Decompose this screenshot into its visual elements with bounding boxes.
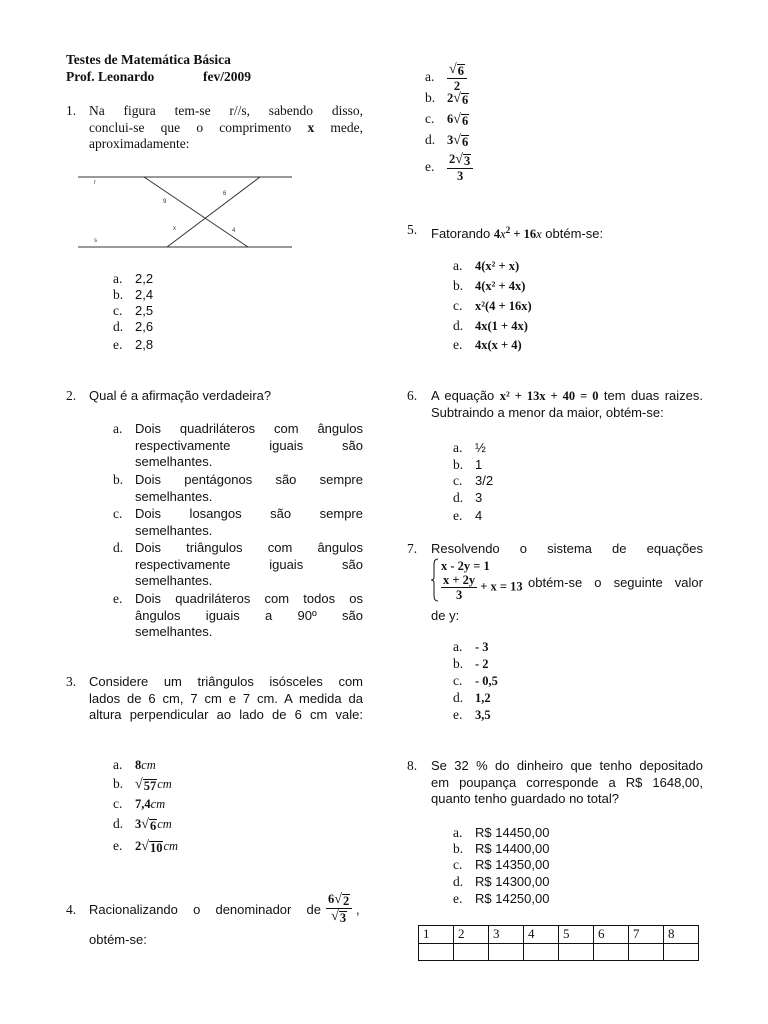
q2-option-a[interactable]: a. [113,421,123,436]
q1-option-b[interactable]: b. 2,4 [113,287,154,302]
answer-grid-input-row [419,943,699,960]
q5-option-d[interactable]: d. 4x(1 + 4x) [453,318,528,333]
answer-grid-header-row [419,926,699,944]
answer-cell-1[interactable] [419,943,454,960]
answer-grid-header-cell: 3 [489,926,524,944]
q2-option-d-text: Dois triângulos com ângulos respectivamente iguais são semelhantes. [135,540,363,588]
q7-number: 7. [407,541,418,556]
q3-option-d[interactable]: d. 3 √ 6 cm [113,816,172,833]
answer-grid-header-cell: 1 [419,926,454,944]
q1-var-x: x [307,119,315,135]
q2-text: Qual é a afirmação verdadeira? [89,388,272,403]
q4-line2: obtém-se: [89,932,147,947]
q7-option-e[interactable]: e. 3,5 [453,707,491,722]
q8-option-b[interactable]: b. R$ 14400,00 [453,841,550,856]
q8-option-a[interactable]: a. R$ 14450,00 [453,825,550,840]
q1-option-a[interactable]: a. 2,2 [113,271,154,286]
q2-option-d[interactable]: d. [113,540,124,555]
q3-option-b[interactable]: b. √ 57 cm [113,776,172,793]
q2-option-e[interactable]: e. [113,591,123,606]
q2-option-c-text: Dois losangos são sempre semelhantes. [135,506,363,538]
q5-number: 5. [407,222,418,237]
answer-grid-header-cell: 7 [629,926,664,944]
q7-line1: Resolvendo o sistema de equações [431,541,703,556]
q2-option-b-text: Dois pentágonos são sempre semelhantes. [135,472,363,504]
q3-option-e[interactable]: e. 2 √ 10 cm [113,838,179,855]
q7-option-c[interactable]: c. - 0,5 [453,673,498,688]
doc-author: Prof. Leonardo [66,69,155,84]
q1-line3: aproximadamente: [89,136,190,151]
q6-number: 6. [407,388,418,403]
q1-option-e[interactable]: e. 2,8 [113,337,154,352]
q8-text: Se 32 % do dinheiro que tenho depositado em poupança corresponde a R$ 1648,00, quanto tenho guardado no total? [431,758,703,806]
answer-cell-7[interactable] [629,943,664,960]
q4-option-a[interactable]: a. √ 6 2 [425,62,467,93]
q7-line2: obtém-se o seguinte valor [528,575,703,590]
q5-text: Fatorando $4x^2 + 16x$ obtém-se: [431,225,604,242]
q6-option-e[interactable]: e. 4 [453,508,483,523]
q1-label-x: x [173,226,176,232]
answer-cell-8[interactable] [664,943,699,960]
q6-option-a[interactable]: a. ½ [453,440,486,455]
q2-number: 2. [66,388,77,403]
q1-number: 1. [66,103,77,118]
q8-number: 8. [407,758,418,773]
answer-grid-header-cell: 8 [664,926,699,944]
q7-eq2: $\frac{x + 2y}{3}$ + x = 13 [443,573,523,602]
q3-option-c[interactable]: c. 7,4cm [113,796,166,811]
answer-cell-3[interactable] [489,943,524,960]
q4-fraction: 6 √ 2 √ 3 [326,892,352,925]
q6-option-d[interactable]: d. 3 [453,490,483,505]
answer-cell-2[interactable] [454,943,489,960]
q1-label-4: 4 [232,228,236,234]
q1-option-c[interactable]: c. 2,5 [113,303,154,318]
answer-cell-4[interactable] [524,943,559,960]
q5-option-c[interactable]: c. x²(4 + 16x) [453,298,532,313]
q4-option-c[interactable]: c. 6 √ 6 [425,111,469,128]
answer-cell-6[interactable] [594,943,629,960]
q7-system-brace [431,558,439,602]
doc-date: fev/2009 [203,69,251,84]
q8-option-d[interactable]: d. R$ 14300,00 [453,874,550,889]
q4-option-e[interactable]: e. 2 √ 3 3 [425,152,473,183]
q1-figure [78,168,296,252]
q1-line1: Na figura tem-se r//s, sabendo disso, [89,103,363,118]
q3-text: Considere um triângulos isósceles com lados de 6 cm, 7 cm e 7 cm. A medida da altura perpendicular ao lado de 6 cm vale: [89,674,363,722]
q4-number: 4. [66,902,77,917]
q6-text: A equação x² + 13x + 40 = 0 tem duas raizes. Subtraindo a menor da maior, obtém-se: [431,388,703,420]
q1-label-6: 6 [223,191,227,197]
q6-option-b[interactable]: b. 1 [453,457,483,472]
q5-option-e[interactable]: e. 4x(x + 4) [453,337,522,352]
q2-option-c[interactable]: c. [113,506,123,521]
q4-comma: , [356,902,360,917]
q8-option-c[interactable]: c. R$ 14350,00 [453,857,550,872]
answer-grid-header-cell: 2 [454,926,489,944]
q8-option-e[interactable]: e. R$ 14250,00 [453,891,550,906]
q4-line1: Racionalizando o denominador de [89,902,321,917]
q5-option-a[interactable]: a. 4(x² + x) [453,258,520,273]
q1-line2: conclui-se que o comprimento x mede, [89,119,364,135]
q7-eq1: x - 2y = 1 [441,559,490,573]
q1-option-d[interactable]: d. 2,6 [113,319,154,334]
q1-text [89,103,363,153]
q7-option-a[interactable]: a. - 3 [453,639,489,654]
q2-option-e-text: Dois quadriláteros com todos os ângulos iguais a 90º são semelhantes. [135,591,363,639]
q1-label-9: 9 [163,199,167,205]
q7-option-d[interactable]: d. 1,2 [453,690,491,705]
q2-option-b[interactable]: b. [113,472,124,487]
doc-title: Testes de Matemática Básica [66,52,231,67]
q1-label-s: s [94,238,97,244]
q6-option-c[interactable]: c. 3/2 [453,473,494,488]
q4-option-d[interactable]: d. 3 √ 6 [425,132,469,149]
answer-grid [418,925,699,961]
q1-label-r: r [94,180,96,186]
q7-line3: de y: [431,608,460,623]
answer-cell-5[interactable] [559,943,594,960]
q7-option-b[interactable]: b. - 2 [453,656,489,671]
answer-grid-header-cell: 4 [524,926,559,944]
answer-grid-header-cell: 6 [594,926,629,944]
q3-number: 3. [66,674,77,689]
q3-option-a[interactable]: a. 8cm [113,757,156,772]
q5-option-b[interactable]: b. 4(x² + 4x) [453,278,526,293]
q4-option-b[interactable]: b. 2 √ 6 [425,90,469,107]
answer-grid-header-cell: 5 [559,926,594,944]
q2-option-a-text: Dois quadriláteros com ângulos respectivamente iguais são semelhantes. [135,421,363,469]
